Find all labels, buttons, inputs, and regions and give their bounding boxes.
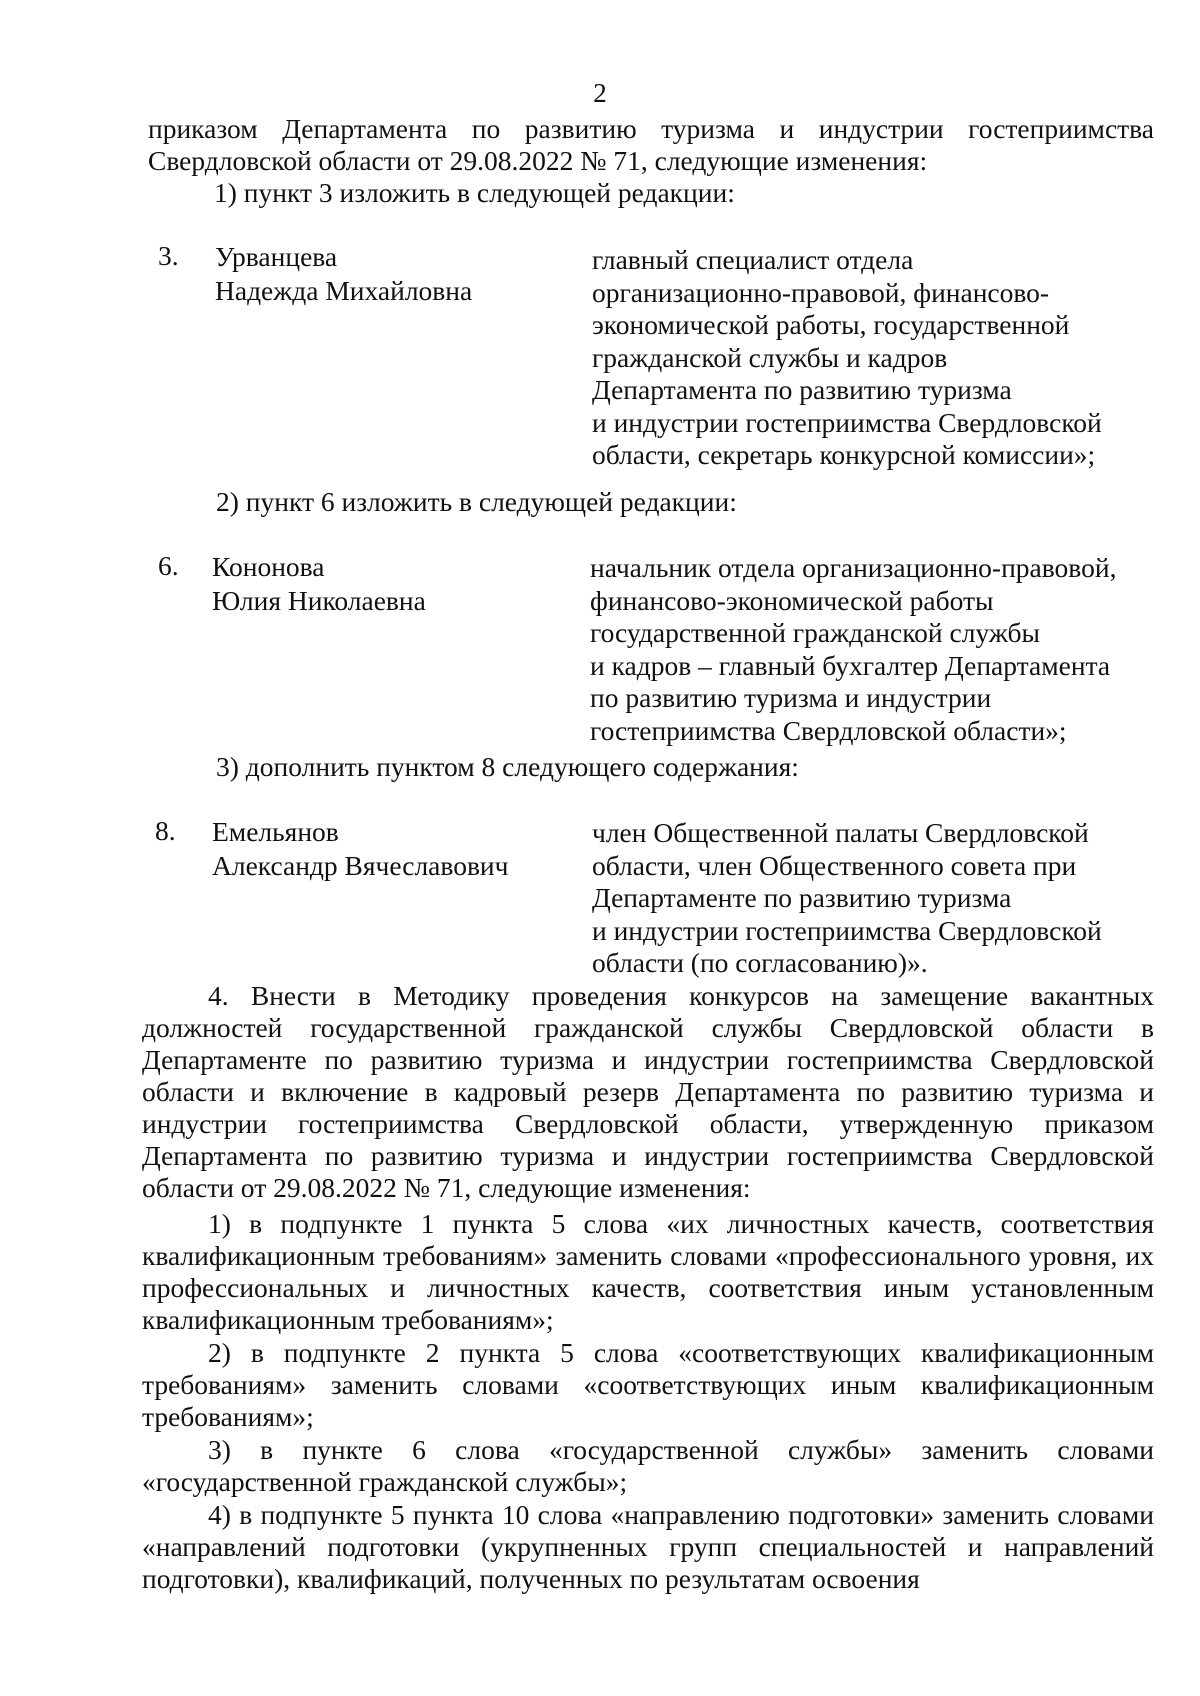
- position-line: член Общественной палаты Свердловской: [592, 817, 1089, 848]
- section-4-item-3: 3) в пункте 6 слова «государственной службы» заменить словами «государственной гражданской службы»;: [142, 1434, 1154, 1497]
- position-line: Департаменте по развитию туризма: [592, 882, 1012, 913]
- position-line: начальник отдела организационно-правовой,: [590, 552, 1117, 583]
- section-4-item-4: 4) в подпункте 5 пункта 10 слова «направлению подготовки» заменить словами «направлений подготовки (укрупненных групп специальностей и направлений подготовки), квалификаций, полученных по результатам освоения: [142, 1499, 1154, 1594]
- entry-number: 3.: [158, 240, 179, 271]
- position-line: области (по согласованию)».: [592, 947, 928, 978]
- subitem-2: 2) пункт 6 изложить в следующей редакции:: [216, 486, 737, 517]
- entry-given-name: Юлия Николаевна: [212, 585, 426, 616]
- entry-name: [212, 550, 426, 618]
- position-line: гостеприимства Свердловской области»;: [590, 714, 1067, 746]
- position-line: экономической работы, государственной: [592, 309, 1070, 340]
- intro-line-1: приказом Департамента по развитию туризма и индустрии гостеприимства: [148, 113, 1154, 144]
- subitem-1: 1) пункт 3 изложить в следующей редакции:: [214, 177, 735, 208]
- position-line: финансово-экономической работы: [590, 584, 994, 616]
- position-line: области, секретарь конкурсной комиссии»;: [592, 439, 1096, 470]
- section-4-item-2: 2) в подпункте 2 пункта 5 слова «соответствующих квалификационным требованиям» заменить словами «соответствующих иным квалификационным требованиям»;: [142, 1337, 1154, 1432]
- position-line: Департамента по развитию туризма: [592, 374, 1012, 405]
- entry-number: 8.: [155, 815, 176, 846]
- section-4-paragraph: 4. Внести в Методику проведения конкурсов на замещение вакантных должностей государственной гражданской службы Свердловской области в Департаменте по развитию туризма и индустрии гостеприимства Свердловской области и включение в кадровый резерв Департамента по развитию туризма и индустрии гостеприимства Свердловской области, утвержденную приказом Департамента по развитию туризма и индустрии гостеприимства Свердловской области от 29.08.2022 № 71, следующие изменения:: [142, 980, 1154, 1203]
- position-line: и индустрии гостеприимства Свердловской: [592, 406, 1102, 438]
- intro-line-2: Свердловской области от 29.08.2022 № 71, следующие изменения:: [148, 145, 928, 176]
- position-line: организационно-правовой, финансово-: [592, 276, 1050, 308]
- entry-number: 6.: [158, 550, 179, 581]
- entry-surname: Емельянов: [212, 816, 339, 847]
- position-line: и индустрии гостеприимства Свердловской: [592, 914, 1102, 946]
- position-line: гражданской службы и кадров: [592, 341, 948, 373]
- entry-position: [590, 552, 1116, 747]
- entry-name: [215, 240, 472, 308]
- subitem-3: 3) дополнить пунктом 8 следующего содержания:: [216, 751, 799, 782]
- entry-position: [592, 817, 1102, 980]
- position-line: по развитию туризма и индустрии: [590, 682, 992, 713]
- position-line: области, член Общественного совета при: [592, 849, 1077, 881]
- position-line: и кадров – главный бухгалтер Департамента: [590, 649, 1111, 681]
- entry-given-name: Надежда Михайловна: [215, 275, 473, 306]
- entry-name: [212, 815, 508, 883]
- position-line: главный специалист отдела: [592, 244, 914, 275]
- position-line: государственной гражданской службы: [590, 617, 1040, 648]
- entry-position: [592, 244, 1102, 472]
- entry-surname: Кононова: [212, 551, 325, 582]
- entry-surname: Урванцева: [215, 241, 338, 272]
- page-number: 2: [593, 78, 607, 108]
- entry-given-name: Александр Вячеславович: [212, 850, 509, 881]
- section-4-item-1: 1) в подпункте 1 пункта 5 слова «их личностных качеств, соответствия квалификационным требованиям» заменить словами «профессионального уровня, их профессиональных и личностных качеств, соответствия иным установленным квалификационным требованиям»;: [142, 1208, 1154, 1335]
